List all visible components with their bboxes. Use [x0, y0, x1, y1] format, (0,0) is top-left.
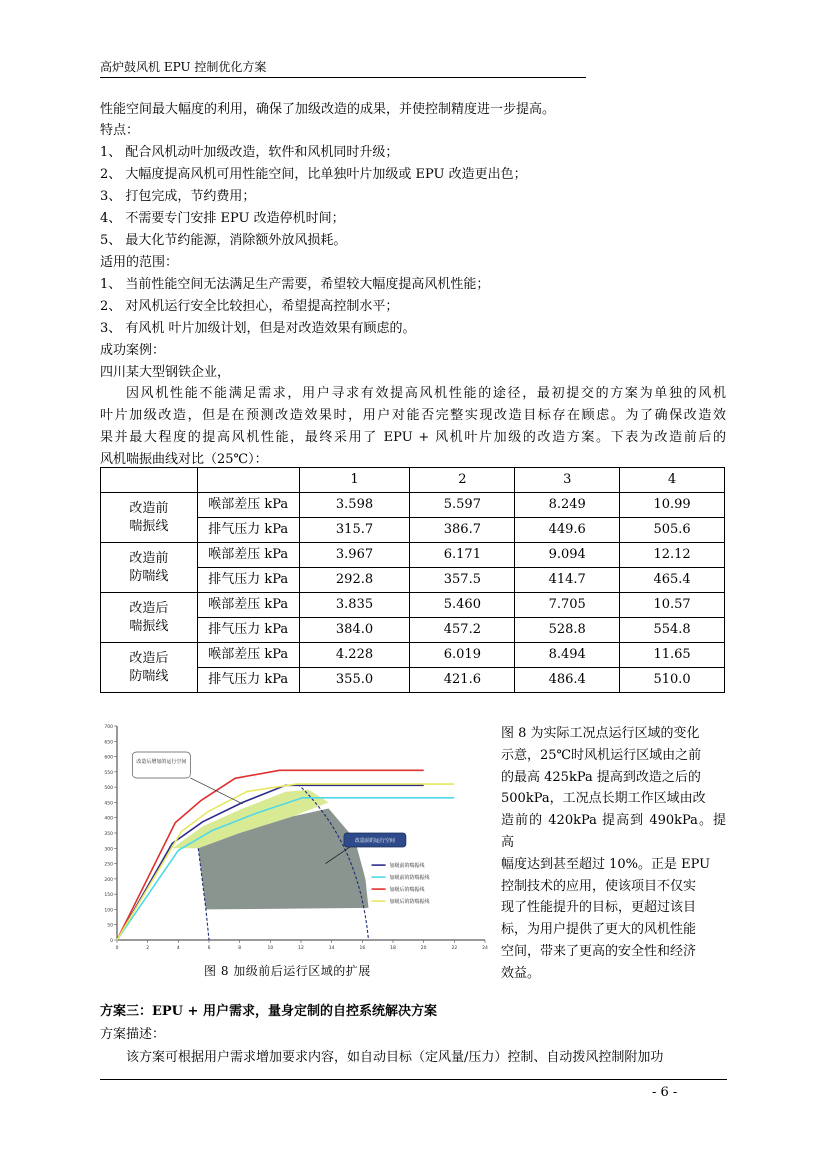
legend-label: 加级后的喘振线 — [389, 887, 425, 894]
column-header: 3 — [515, 468, 620, 493]
table-cell: 528.8 — [515, 618, 620, 643]
scope-item: 3、 有风机 叶片加级计划，但是对改造效果有顾虑的。 — [100, 321, 416, 336]
x-tick-label: 24 — [482, 946, 488, 951]
row-label: 排气压力 kPa — [197, 518, 299, 543]
x-tick-label: 18 — [390, 946, 396, 951]
table-cell: 9.094 — [515, 543, 620, 568]
group-label-line: 改造前 — [129, 500, 169, 516]
header-rule — [100, 77, 586, 78]
table-cell: 11.65 — [620, 643, 725, 668]
row-label: 排气压力 kPa — [197, 668, 299, 693]
x-tick-label: 4 — [176, 946, 180, 951]
legend-label: 加级后的防喘振线 — [389, 899, 430, 906]
figure-caption: 图 8 加级前后运行区域的扩展 — [204, 964, 371, 978]
column-header: 4 — [620, 468, 725, 493]
scope-heading: 适用的范围： — [100, 255, 179, 270]
row-label: 喉部差压 kPa — [197, 493, 299, 518]
table-cell: 357.5 — [410, 568, 515, 593]
group-label-line: 喘振线 — [129, 618, 169, 634]
x-tick-label: 6 — [207, 946, 211, 951]
table-cell: 5.460 — [410, 593, 515, 618]
running-header: 高炉鼓风机 EPU 控制优化方案 — [100, 60, 267, 74]
y-tick-label: 250 — [104, 862, 113, 868]
y-tick-label: 350 — [104, 832, 113, 837]
table-cell: 3.598 — [299, 493, 410, 518]
y-tick-label: 450 — [104, 801, 113, 807]
group-label-line: 防喘线 — [129, 568, 169, 584]
figure-description — [501, 723, 726, 985]
column-header: 2 — [410, 468, 515, 493]
group-label — [101, 493, 198, 543]
feature-item: 2、 大幅度提高风机可用性能空间，比单独叶片加级或 EPU 改造更出色； — [100, 167, 527, 182]
table-cell: 3.967 — [299, 543, 410, 568]
table-row — [101, 543, 725, 568]
x-tick-label: 14 — [328, 946, 335, 951]
annotation-pointer-added — [190, 778, 242, 804]
feature-item: 5、 最大化节约能源，消除额外放风损耗。 — [100, 233, 347, 248]
table-cell: 8.249 — [515, 493, 620, 518]
row-label: 排气压力 kPa — [197, 568, 299, 593]
table-cell: 421.6 — [410, 668, 515, 693]
group-label — [101, 593, 198, 643]
table-cell: 8.494 — [515, 643, 620, 668]
table-cell: 7.705 — [515, 593, 620, 618]
case-body-line: 叶片加级改造，但是在预测改造效果时，用户对能否完整实现改造目标存在顾虑。为了确保改造效 — [100, 408, 726, 423]
column-header: 1 — [299, 468, 410, 493]
group-label-line: 防喘线 — [129, 668, 169, 684]
x-tick-label: 2 — [146, 946, 150, 951]
group-label-line: 改造后 — [129, 600, 169, 616]
table-cell: 12.12 — [620, 543, 725, 568]
case-company: 四川某大型钢铁企业， — [100, 365, 231, 380]
footer-rule — [100, 1079, 727, 1080]
x-tick-label: 0 — [115, 946, 119, 951]
x-tick-label: 22 — [451, 946, 458, 951]
table-cell: 10.99 — [620, 493, 725, 518]
table-row — [101, 493, 725, 518]
table-row — [101, 593, 725, 618]
section-desc: 该方案可根据用户需求增加要求内容，如自动目标（定风量/压力）控制、自动拨风控制附加功 — [126, 1050, 664, 1065]
table-corner-cell — [197, 468, 299, 493]
description-line: 效益。 — [501, 965, 541, 981]
y-tick-label: 650 — [104, 740, 113, 746]
table-corner-cell — [101, 468, 198, 493]
description-line: 示意，25℃时风机运行区域由之前 — [501, 747, 702, 763]
group-label-line: 喘振线 — [129, 518, 169, 534]
legend-label: 加级前的喘振线 — [389, 863, 425, 870]
feature-item: 3、 打包完成，节约费用； — [100, 189, 256, 204]
row-label: 排气压力 kPa — [197, 618, 299, 643]
description-line: 500kPa，工况点长期工作区域由改 — [501, 791, 706, 807]
table-cell: 384.0 — [299, 618, 410, 643]
feature-item: 4、 不需要专门安排 EPU 改造停机时间； — [100, 211, 345, 226]
y-tick-label: 500 — [104, 786, 113, 792]
feature-item: 1、 配合风机动叶加级改造，软件和风机同时升级； — [100, 145, 399, 160]
table-cell: 386.7 — [410, 518, 515, 543]
x-tick-label: 16 — [359, 946, 366, 951]
section-desc-heading: 方案描述： — [100, 1027, 166, 1042]
y-tick-label: 600 — [104, 755, 113, 761]
case-body-line: 风机喘振曲线对比（25℃）： — [100, 452, 268, 467]
description-line: 现了性能提升的目标，更超过该目 — [501, 900, 697, 916]
description-line: 控制技术的应用，使该项目不仅实 — [501, 878, 697, 894]
table-cell: 5.597 — [410, 493, 515, 518]
y-tick-label: 0 — [110, 939, 113, 944]
legend-label: 加级前的防喘振线 — [389, 875, 430, 882]
description-line: 造前的 420kPa 提高到 490kPa。提高 — [501, 813, 726, 850]
x-tick-label: 20 — [420, 946, 427, 951]
description-line: 幅度达到甚至超过 10%。正是 EPU — [501, 856, 711, 872]
group-label-line: 改造后 — [129, 650, 169, 666]
scope-item: 1、 当前性能空间无法满足生产需要，希望较大幅度提高风机性能； — [100, 277, 490, 292]
table-row — [101, 643, 725, 668]
annotation-label-added: 改造后增加的运行空间 — [136, 758, 187, 765]
annotation-label-original: 改造前的运行空间 — [354, 838, 395, 844]
paragraph-line: 性能空间最大幅度的利用，确保了加级改造的成果，并使控制精度进一步提高。 — [100, 102, 556, 117]
section-title: 方案三：EPU + 用户需求，量身定制的自控系统解决方案 — [100, 1004, 437, 1019]
surge-line-table — [100, 467, 725, 693]
row-label: 喉部差压 kPa — [197, 593, 299, 618]
y-tick-label: 700 — [104, 725, 113, 730]
operating-region-chart — [103, 718, 491, 960]
x-tick-label: 12 — [298, 946, 304, 951]
table-cell: 414.7 — [515, 568, 620, 593]
scope-item: 2、 对风机运行安全比较担心，希望提高控制水平； — [100, 299, 399, 314]
row-label: 喉部差压 kPa — [197, 543, 299, 568]
group-label-line: 改造前 — [129, 550, 169, 566]
y-tick-label: 100 — [104, 908, 113, 914]
description-line: 图 8 为实际工况点运行区域的变化 — [501, 726, 700, 741]
y-tick-label: 400 — [104, 816, 113, 822]
y-tick-label: 300 — [104, 847, 113, 853]
table-cell: 505.6 — [620, 518, 725, 543]
table-cell: 3.835 — [299, 593, 410, 618]
table-cell: 554.8 — [620, 618, 725, 643]
operating-region-figure — [103, 718, 491, 960]
y-tick-label: 150 — [104, 893, 113, 899]
table-cell: 315.7 — [299, 518, 410, 543]
table-cell: 510.0 — [620, 668, 725, 693]
y-tick-label: 200 — [104, 877, 113, 883]
y-tick-label: 550 — [104, 770, 113, 776]
group-label — [101, 543, 198, 593]
case-body-line: 果并最大程度的提高风机性能，最终采用了 EPU + 风机叶片加级的改造方案。下表为改造前后的 — [100, 430, 726, 445]
table-cell: 4.228 — [299, 643, 410, 668]
table-cell: 6.171 — [410, 543, 515, 568]
group-label — [101, 643, 198, 693]
y-tick-label: 50 — [107, 923, 113, 929]
description-line: 的最高 425kPa 提高到改造之后的 — [501, 769, 701, 785]
table-cell: 449.6 — [515, 518, 620, 543]
table-cell: 10.57 — [620, 593, 725, 618]
table-cell: 465.4 — [620, 568, 725, 593]
features-heading: 特点： — [100, 123, 140, 138]
table-cell: 292.8 — [299, 568, 410, 593]
table-cell: 355.0 — [299, 668, 410, 693]
row-label: 喉部差压 kPa — [197, 643, 299, 668]
x-tick-label: 8 — [238, 946, 242, 951]
x-tick-label: 10 — [267, 946, 274, 951]
table-cell: 6.019 — [410, 643, 515, 668]
description-line: 标，为用户提供了更大的风机性能 — [501, 922, 697, 938]
table-cell: 486.4 — [515, 668, 620, 693]
table-header-row — [101, 468, 725, 493]
table-cell: 457.2 — [410, 618, 515, 643]
case-heading: 成功案例： — [100, 343, 166, 358]
page-number: - 6 - — [652, 1085, 678, 1100]
case-body-line: 因风机性能不能满足需求，用户寻求有效提高风机性能的途径，最初提交的方案为单独的风机 — [126, 386, 726, 401]
description-line: 空间，带来了更高的安全性和经济 — [501, 943, 697, 959]
